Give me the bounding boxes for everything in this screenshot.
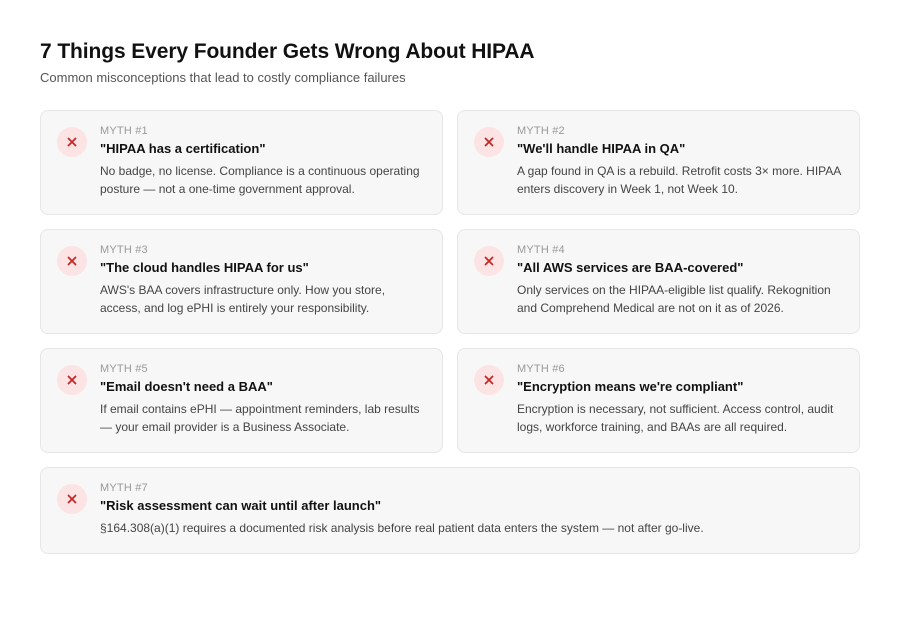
myth-card-body bbox=[100, 363, 426, 436]
myth-number: MYTH #5 bbox=[100, 363, 148, 375]
myth-card-body bbox=[100, 244, 426, 317]
myth-description: Encryption is necessary, not sufficient. Access control, audit logs, workforce training, and BAAs are all required. bbox=[517, 402, 834, 434]
x-icon bbox=[57, 365, 87, 395]
myth-description: Only services on the HIPAA-eligible list qualify. Rekognition and Comprehend Medical are not on it as of 2026. bbox=[517, 283, 831, 315]
x-icon bbox=[474, 365, 504, 395]
myth-card-body bbox=[517, 244, 843, 317]
myth-description: A gap found in QA is a rebuild. Retrofit costs 3× more. HIPAA enters discovery in Week 1, not Week 10. bbox=[517, 164, 841, 196]
myth-number: MYTH #4 bbox=[517, 244, 565, 256]
myth-title: "Email doesn't need a BAA" bbox=[100, 379, 273, 394]
x-icon bbox=[474, 127, 504, 157]
myth-card-1 bbox=[40, 110, 443, 215]
myth-card-body bbox=[100, 482, 704, 537]
myth-card-7 bbox=[40, 467, 860, 554]
myth-number: MYTH #7 bbox=[100, 482, 148, 494]
myth-card-body bbox=[517, 363, 843, 436]
myth-title: "The cloud handles HIPAA for us" bbox=[100, 260, 309, 275]
x-icon bbox=[57, 127, 87, 157]
myth-title: "Encryption means we're compliant" bbox=[517, 379, 744, 394]
myth-title: "We'll handle HIPAA in QA" bbox=[517, 141, 686, 156]
myth-description: No badge, no license. Compliance is a continuous operating posture — not a one-time government approval. bbox=[100, 164, 420, 196]
x-icon bbox=[57, 484, 87, 514]
myth-grid bbox=[40, 110, 860, 554]
myth-number: MYTH #6 bbox=[517, 363, 565, 375]
myth-description: AWS's BAA covers infrastructure only. How you store, access, and log ePHI is entirely your responsibility. bbox=[100, 283, 386, 315]
page-title: 7 Things Every Founder Gets Wrong About HIPAA bbox=[40, 40, 535, 63]
myth-card-5 bbox=[40, 348, 443, 453]
myth-title: "All AWS services are BAA-covered" bbox=[517, 260, 744, 275]
x-icon bbox=[474, 246, 504, 276]
myth-title: "HIPAA has a certification" bbox=[100, 141, 266, 156]
page-subtitle: Common misconceptions that lead to costly compliance failures bbox=[40, 70, 406, 85]
myth-number: MYTH #3 bbox=[100, 244, 148, 256]
myth-card-3 bbox=[40, 229, 443, 334]
myth-card-4 bbox=[457, 229, 860, 334]
myth-card-2 bbox=[457, 110, 860, 215]
myth-title: "Risk assessment can wait until after launch" bbox=[100, 498, 382, 513]
myth-description: If email contains ePHI — appointment reminders, lab results — your email provider is a Business Associate. bbox=[100, 402, 420, 434]
myth-number: MYTH #2 bbox=[517, 125, 565, 137]
myth-card-6 bbox=[457, 348, 860, 453]
myth-number: MYTH #1 bbox=[100, 125, 148, 137]
x-icon bbox=[57, 246, 87, 276]
myth-description: §164.308(a)(1) requires a documented risk analysis before real patient data enters the system — not after go-live. bbox=[100, 521, 704, 535]
page bbox=[40, 40, 860, 554]
myth-card-body bbox=[517, 125, 843, 198]
myth-card-body bbox=[100, 125, 426, 198]
